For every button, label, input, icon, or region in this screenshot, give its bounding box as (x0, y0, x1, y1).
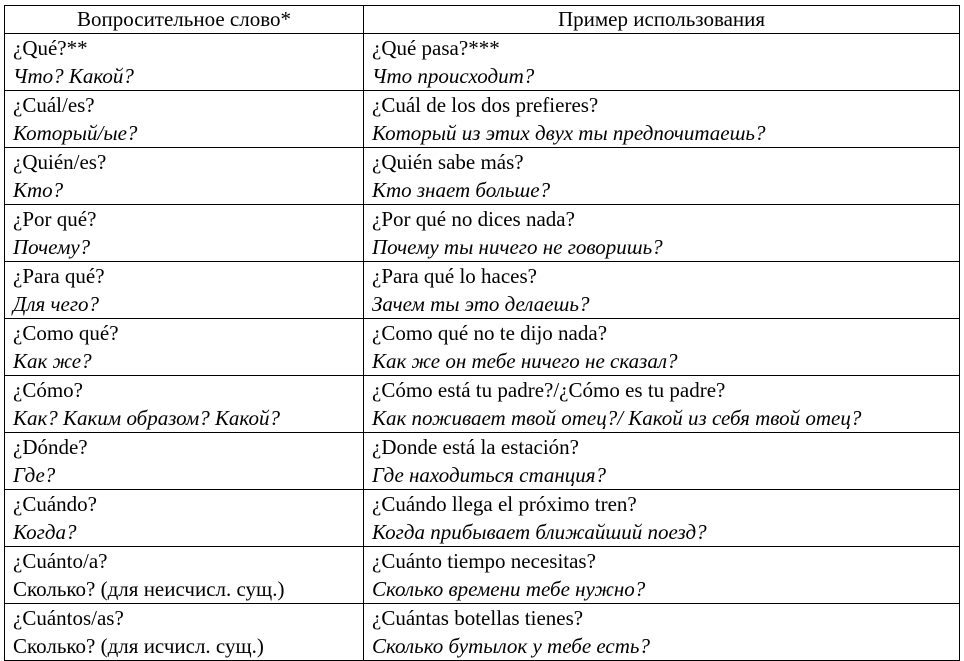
example-spanish: ¿Cómo está tu padre?/¿Cómo es tu padre? (372, 378, 726, 402)
example-spanish: ¿Cuándo llega el próximo tren? (372, 492, 637, 516)
word-cell (5, 433, 364, 490)
example-cell (364, 205, 960, 262)
word-cell (5, 319, 364, 376)
word-spanish: ¿Quién/es? (13, 150, 107, 174)
example-russian: Как поживает твой отец?/ Какой из себя твой отец? (372, 406, 862, 430)
word-spanish: ¿Cuánto/a? (13, 549, 108, 573)
interrogatives-table (4, 5, 960, 661)
word-russian: Как же? (13, 349, 92, 373)
column-header-example: Пример использования (364, 6, 960, 34)
example-cell (364, 91, 960, 148)
word-spanish: ¿Cuál/es? (13, 93, 95, 117)
table-row (5, 319, 960, 376)
example-russian: Сколько времени тебе нужно? (372, 577, 646, 601)
word-cell (5, 148, 364, 205)
word-cell (5, 376, 364, 433)
example-spanish: ¿Quién sabe más? (372, 150, 524, 174)
example-russian: Когда прибывает ближайший поезд? (372, 520, 707, 544)
word-cell (5, 91, 364, 148)
word-spanish: ¿Cuántos/as? (13, 606, 124, 630)
example-cell (364, 319, 960, 376)
word-spanish: ¿Por qué? (13, 207, 97, 231)
column-header-word: Вопросительное слово* (5, 6, 364, 34)
word-russian: Сколько? (для неисчисл. сущ.) (13, 577, 285, 601)
table-row (5, 376, 960, 433)
table-row (5, 34, 960, 91)
table-row (5, 205, 960, 262)
example-spanish: ¿Para qué lo haces? (372, 264, 537, 288)
example-spanish: ¿Como qué no te dijo nada? (372, 321, 608, 345)
example-russian: Зачем ты это делаешь? (372, 292, 590, 316)
table-row (5, 148, 960, 205)
word-spanish: ¿Qué?** (13, 36, 88, 60)
word-cell (5, 34, 364, 91)
header-row (5, 6, 960, 34)
example-spanish: ¿Cuánto tiempo necesitas? (372, 549, 596, 573)
word-russian: Что? Какой? (13, 64, 134, 88)
example-spanish: ¿Por qué no dices nada? (372, 207, 575, 231)
example-russian: Сколько бутылок у тебе есть? (372, 634, 650, 658)
word-russian: Когда? (13, 520, 77, 544)
example-russian: Который из этих двух ты предпочитаешь? (372, 121, 766, 145)
word-cell (5, 262, 364, 319)
word-russian: Кто? (13, 178, 64, 202)
table-row (5, 262, 960, 319)
word-spanish: ¿Cuándo? (13, 492, 97, 516)
word-russian: Сколько? (для исчисл. сущ.) (13, 634, 264, 658)
word-cell (5, 547, 364, 604)
example-cell (364, 547, 960, 604)
table-row (5, 604, 960, 661)
word-spanish: ¿Para qué? (13, 264, 105, 288)
word-spanish: ¿Como qué? (13, 321, 119, 345)
example-cell (364, 604, 960, 661)
word-russian: Для чего? (13, 292, 100, 316)
word-russian: Почему? (13, 235, 91, 259)
word-cell (5, 205, 364, 262)
example-cell (364, 376, 960, 433)
word-spanish: ¿Cómo? (13, 378, 83, 402)
example-spanish: ¿Cuál de los dos prefieres? (372, 93, 599, 117)
example-spanish: ¿Donde está la estación? (372, 435, 579, 459)
word-cell (5, 490, 364, 547)
example-cell (364, 490, 960, 547)
table-row (5, 547, 960, 604)
example-cell (364, 34, 960, 91)
example-cell (364, 262, 960, 319)
table-row (5, 91, 960, 148)
example-spanish: ¿Cuántas botellas tienes? (372, 606, 584, 630)
table-row (5, 490, 960, 547)
word-spanish: ¿Dónde? (13, 435, 88, 459)
word-russian: Который/ые? (13, 121, 138, 145)
word-russian: Как? Каким образом? Какой? (13, 406, 280, 430)
example-russian: Кто знает больше? (372, 178, 551, 202)
example-spanish: ¿Qué pasa?*** (372, 36, 500, 60)
example-russian: Что происходит? (372, 64, 535, 88)
example-cell (364, 148, 960, 205)
example-russian: Где находиться станция? (372, 463, 607, 487)
example-russian: Почему ты ничего не говоришь? (372, 235, 663, 259)
example-russian: Как же он тебе ничего не сказал? (372, 349, 678, 373)
table-row (5, 433, 960, 490)
word-cell (5, 604, 364, 661)
word-russian: Где? (13, 463, 56, 487)
example-cell (364, 433, 960, 490)
